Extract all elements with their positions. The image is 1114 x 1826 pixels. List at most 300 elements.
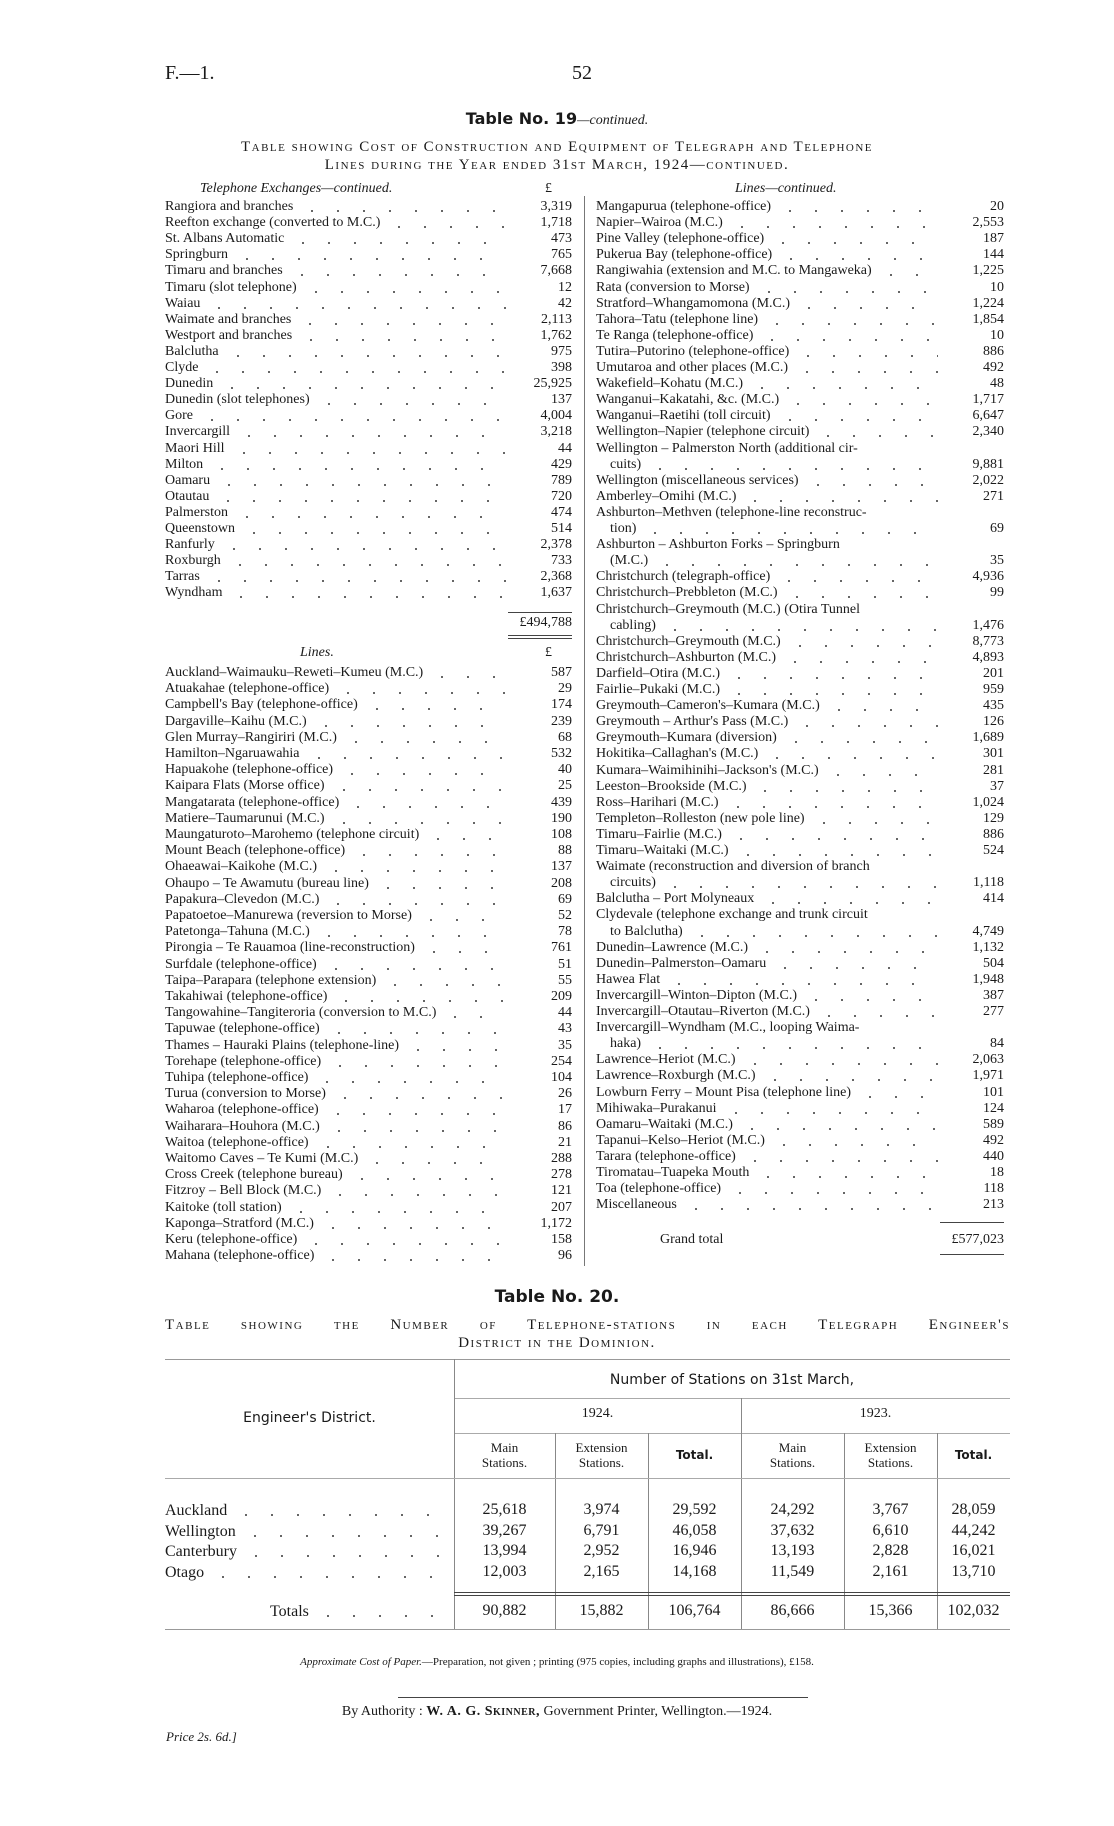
list-item [596,956,1004,972]
list-item [596,199,1004,215]
subheader-line: Stations. [867,1455,914,1470]
column-subheader [648,1448,741,1463]
list-item [596,746,1004,762]
item-label-continued: cuits) [610,456,642,472]
leader-dots [756,280,938,296]
leader-dots [785,392,938,408]
item-label: Waitoa (telephone-office) [165,1134,309,1150]
column-divider [584,196,585,1266]
list-item [165,247,572,263]
leader-dots [303,1232,506,1248]
leader-dots [323,957,506,973]
item-value: 440 [983,1148,1004,1164]
leader-dots [225,344,506,360]
leader-dots [794,714,938,730]
leader-dots [327,1054,506,1070]
leader-dots [728,827,938,843]
item-label: Mangapurua (telephone-office) [596,199,772,214]
column-subheader [937,1448,1010,1463]
leader-dots [314,1070,506,1086]
table19-caption-line1: Table showing Cost of Construction and Equipment of Telegraph and Telephone [240,139,874,155]
item-label: Timaru–Waitaki (M.C.) [596,843,729,858]
item-value: 504 [983,955,1004,971]
exchanges-total: £494,788 [519,615,572,630]
item-value: 761 [551,940,572,956]
leader-dots [735,843,938,859]
leader-dots [331,811,506,827]
item-value: 209 [551,989,572,1004]
item-label: Wellington – Palmerston North (additional cir- [596,440,858,456]
table20-top-rule [165,1359,1010,1360]
list-item [165,665,572,681]
list-item [165,328,572,344]
item-label: Kaipara Flats (Morse office) [165,778,325,794]
subheader-line: Stations. [578,1455,625,1470]
list-item [596,891,1004,907]
leader-dots [343,730,506,746]
item-label: Dunedin (slot telephones) [165,392,310,408]
item-label: Tuhipa (telephone-office) [165,1070,309,1085]
item-label: Hokitika–Callaghan's (M.C.) [596,746,759,762]
list-item [596,843,1004,859]
list-item [165,762,572,778]
item-label: Roxburgh [165,553,221,569]
item-value: 2,340 [972,424,1004,440]
list-item [165,408,572,424]
item-label: Oamaru [165,472,211,488]
leader-dots [303,280,506,296]
column-rule [454,1359,455,1629]
item-value: 29 [558,681,572,697]
list-item [596,682,1004,698]
leader-dots [647,1036,938,1052]
list-item [165,730,572,746]
leader-dots [729,215,938,231]
list-item [165,296,572,312]
list-item [165,1054,572,1070]
list-item [596,569,1004,585]
list-item [596,1117,1004,1133]
grand-total-rule-bottom [940,1254,1004,1255]
item-value: 959 [983,682,1004,697]
item-value: 589 [983,1116,1004,1132]
item-label: Timaru and branches [165,263,283,279]
item-value: 1,971 [972,1068,1004,1084]
item-label: Tapanui–Kelso–Heriot (M.C.) [596,1132,765,1148]
item-value: 789 [551,472,572,488]
item-value: 398 [551,360,572,375]
item-label: Mangatarata (telephone-office) [165,794,340,810]
list-item [596,875,1004,891]
item-label-continued: (M.C.) [610,553,649,569]
table20-title: Table No. 20. [494,1287,620,1307]
leader-dots [233,1503,444,1519]
list-item [596,1197,1004,1213]
item-label: Invercargill [165,424,231,440]
list-item [596,328,1004,344]
table-cell: 3,767 [872,1501,909,1518]
list-item [165,892,572,908]
item-label: Otautau [165,488,210,504]
leader-dots [647,457,938,473]
list-item [165,457,572,473]
table-cell: 2,952 [583,1542,620,1559]
item-value: 1,224 [972,295,1004,311]
list-item [165,681,572,697]
item-label: Taipa–Parapara (telephone extension) [165,972,377,988]
list-item [165,908,572,924]
item-value: 118 [983,1181,1004,1197]
totals-double-rule-2 [454,1595,1010,1596]
item-label: Milton [165,456,204,472]
list-item [165,876,572,892]
list-item [596,1004,1004,1020]
item-label: Ranfurly [165,537,215,553]
leader-dots [764,746,938,762]
list-item [596,634,1004,650]
item-label: Ashburton–Methven (telephone-line reconstruc- [596,504,867,520]
item-label: Rangiwahia (extension and M.C. to Mangaweka) [596,263,872,279]
list-item [165,1183,572,1199]
item-label: Dargaville–Kaihu (M.C.) [165,713,307,729]
item-value: 104 [551,1070,572,1085]
leader-dots [689,924,938,940]
total-double-rule [508,635,572,636]
item-value: 239 [551,713,572,729]
leader-dots [772,956,938,972]
item-value: 40 [558,762,572,778]
item-label: Greymouth–Kumara (diversion) [596,730,777,746]
totals-label: Totals [270,1603,309,1620]
leader-dots [242,1524,444,1540]
list-item [596,263,1004,279]
list-item [596,795,1004,811]
totals-cell: 15,882 [579,1602,624,1619]
table-cell: 13,193 [770,1542,815,1559]
leader-dots [316,392,506,408]
list-item [165,199,572,215]
price: Price 2s. 6d.] [166,1729,237,1744]
item-value: 18 [990,1165,1004,1180]
leader-dots [777,408,938,424]
column-subheader [555,1440,648,1470]
item-label: Wellington (miscellaneous services) [596,472,799,488]
leader-dots [327,1183,506,1199]
leader-dots [739,1117,938,1133]
item-value: 288 [551,1151,572,1166]
item-label: Invercargill–Wyndham (M.C., looping Waima- [596,1020,860,1036]
leader-dots [323,859,506,875]
leader-dots [405,1038,506,1054]
column-subheader [844,1440,937,1470]
item-label: Palmerston [165,504,228,520]
list-item-line [596,859,1004,875]
list-item [596,827,1004,843]
leader-dots [231,441,507,457]
list-item-line [596,441,1004,457]
leader-dots [219,376,506,392]
item-label: Waimate (reconstruction and diversion of branch [596,859,870,875]
leader-dots [726,666,938,682]
list-item [165,392,572,408]
list-item [596,360,1004,376]
leader-dots [325,1102,506,1118]
leader-dots [760,891,938,907]
leader-dots [290,231,506,247]
item-value: 278 [551,1167,572,1183]
item-value: 886 [983,826,1004,842]
item-value: 301 [983,746,1004,762]
leader-dots [418,908,506,924]
item-label: Lawrence–Heriot (M.C.) [596,1052,736,1068]
item-label: Ohaupo – Te Awamutu (bureau line) [165,875,369,891]
table-cell: 37,632 [770,1521,815,1539]
item-label: Christchurch–Greymouth (M.C.) (Otira Tunnel [596,601,861,617]
list-item [165,441,572,457]
table20-caption-line2: District in the Dominion. [458,1335,656,1351]
list-item [165,263,572,279]
list-item [165,1119,572,1135]
list-item [165,1232,572,1248]
footer-rule [398,1697,808,1698]
list-item [165,376,572,392]
leader-dots [825,763,938,779]
leader-dots [289,263,506,279]
table-cell: 2,161 [872,1562,909,1580]
list-item [165,1086,572,1102]
item-value: 213 [983,1197,1004,1213]
leader-dots [315,1604,444,1620]
item-value: 21 [558,1134,572,1150]
district-header: Engineer's District. [243,1410,376,1426]
column-subheader [454,1440,555,1470]
item-label: Timaru–Fairlie (M.C.) [596,826,722,842]
list-item [596,1085,1004,1101]
item-label: Hamilton–Ngaruawahia [165,746,300,761]
list-item [165,344,572,360]
list-item [165,553,572,569]
item-label: Dunedin [165,376,214,392]
list-item [165,811,572,827]
item-label: Tiromatau–Tuapeka Mouth [596,1165,750,1180]
leader-dots [749,376,938,392]
list-item [596,376,1004,392]
table-cell: 14,168 [672,1562,717,1580]
currency-heading-left: £ [545,181,552,196]
item-value: 201 [983,665,1004,681]
group-header: Number of Stations on 31st March, [609,1372,855,1388]
table-cell: 13,710 [951,1562,996,1580]
leader-dots [204,360,506,376]
item-label: Leeston–Brookside (M.C.) [596,778,747,794]
item-value: 3,218 [540,424,572,440]
leader-dots [332,1086,506,1102]
item-label: Papatoetoe–Manurewa (reversion to Morse) [165,908,412,923]
leader-dots [288,1200,506,1216]
item-label: Invercargill–Winton–Dipton (M.C.) [596,987,797,1003]
item-value: 96 [558,1248,572,1264]
item-value: 532 [551,746,572,761]
table-cell: 28,059 [951,1501,996,1518]
leader-dots [221,537,506,553]
list-item [165,1200,572,1216]
item-value: 44 [558,440,572,456]
leader-dots [241,521,506,537]
list-item [596,650,1004,666]
list-item [165,521,572,537]
item-value: 8,773 [972,633,1004,649]
list-item [596,811,1004,827]
item-value: 2,553 [972,215,1004,231]
item-value: 108 [551,827,572,842]
item-value: 44 [558,1005,572,1021]
grand-total-value: £577,023 [951,1232,1004,1247]
item-value: 975 [551,343,572,359]
list-item [165,697,572,713]
item-value: 144 [983,247,1004,263]
item-value: 17 [558,1102,572,1118]
leader-dots [805,473,938,489]
leader-dots [306,746,506,762]
total-rule [508,612,572,613]
district-name: Otago [165,1563,205,1581]
leader-dots [209,457,506,473]
list-item [596,1036,1004,1052]
item-value: 48 [990,376,1004,392]
item-value: 187 [983,231,1004,247]
item-label: Hawea Flat [596,971,661,987]
item-value: 492 [983,360,1004,375]
item-value: 69 [558,891,572,907]
leader-dots [725,795,939,811]
item-value: 1,717 [972,392,1004,408]
totals-cell: 106,764 [668,1602,721,1619]
year-1924: 1924. [581,1406,614,1421]
item-value: 99 [990,585,1004,601]
list-item [596,473,1004,489]
list-item [596,392,1004,408]
grand-total-label: Grand total [660,1232,724,1247]
leader-dots [662,875,938,891]
list-item [165,1167,572,1183]
item-value: 733 [551,553,572,569]
item-value: 720 [551,488,572,504]
item-value: 20 [990,199,1004,214]
leader-dots [339,762,506,778]
list-item [165,1005,572,1021]
leader-dots [683,1197,938,1213]
totals-cell: 86,666 [770,1602,815,1619]
leader-dots [375,876,506,892]
lines-heading: Lines. [300,645,334,660]
leader-dots [826,698,938,714]
district-row-label [165,1501,450,1521]
totals-double-rule [454,1592,1010,1593]
item-value: 69 [990,521,1004,536]
item-label: Waiharara–Houhora (M.C.) [165,1118,320,1134]
list-item [596,972,1004,988]
item-value: 765 [551,247,572,263]
list-item [165,843,572,859]
item-value: 254 [551,1053,572,1069]
item-value: 414 [983,891,1004,907]
item-value: 1,172 [540,1215,572,1231]
leader-dots [326,1021,506,1037]
list-item-line [596,537,1004,553]
item-value: 1,225 [972,263,1004,279]
list-item [596,1052,1004,1068]
totals-row-label [270,1602,450,1622]
item-label: Invercargill–Otautau–Riverton (M.C.) [596,1004,810,1019]
leader-dots [442,1005,506,1021]
subheader-line: Main [490,1440,519,1455]
leader-dots [298,328,506,344]
list-item [596,521,1004,537]
list-item [165,215,572,231]
item-label: Clydevale (telephone exchange and trunk circuit [596,907,868,923]
item-label: Westport and branches [165,327,293,343]
leader-dots [723,1101,938,1117]
item-value: 10 [990,327,1004,343]
item-value: 207 [551,1199,572,1215]
item-label-continued: to Balclutha) [610,923,683,939]
item-value: 1,132 [972,939,1004,955]
leader-dots [778,247,938,263]
item-value: 4,936 [972,569,1004,585]
leader-dots [351,843,506,859]
leader-dots [333,989,506,1005]
leader-dots [315,1135,506,1151]
leader-dots [234,505,506,521]
subheader-line: Extension [575,1440,628,1455]
list-item [596,1165,1004,1181]
item-value: 51 [558,956,572,972]
item-label: Tangowahine–Tangiteroria (conversion to M.C.) [165,1005,437,1021]
page-number: 52 [572,62,592,84]
exchanges-heading: Telephone Exchanges—continued. [200,181,393,196]
item-value: 35 [990,553,1004,569]
item-label-continued: cabling) [610,617,656,633]
item-value: 1,118 [973,875,1004,891]
item-value: 88 [558,843,572,859]
subheader-line: Stations. [481,1455,528,1470]
leader-dots [234,247,506,263]
list-item [165,1102,572,1118]
item-label: Queenstown [165,521,235,536]
leader-dots [215,489,506,505]
item-label: Waharoa (telephone-office) [165,1102,319,1118]
item-label: Christchurch–Greymouth (M.C.) [596,633,781,649]
item-label: Wellington–Napier (telephone circuit) [596,424,810,440]
item-label: Umutaroa and other places (M.C.) [596,360,789,375]
list-item [596,1101,1004,1117]
item-value: 474 [551,504,572,520]
item-label: Keru (telephone-office) [165,1232,298,1247]
item-label: Reefton exchange (converted to M.C.) [165,215,381,231]
item-value: 435 [983,698,1004,714]
table19-title-suffix: —continued. [577,113,649,128]
subheader-line: Extension [864,1440,917,1455]
item-label: Christchurch–Ashburton (M.C.) [596,649,777,665]
list-item [165,940,572,956]
leader-dots [666,972,938,988]
item-value: 43 [558,1021,572,1037]
leader-dots [794,360,938,376]
totals-cell: 90,882 [482,1602,527,1619]
list-item [596,618,1004,634]
item-label: Pirongia – Te Rauamoa (line-reconstruction) [165,940,415,956]
list-item [165,714,572,730]
